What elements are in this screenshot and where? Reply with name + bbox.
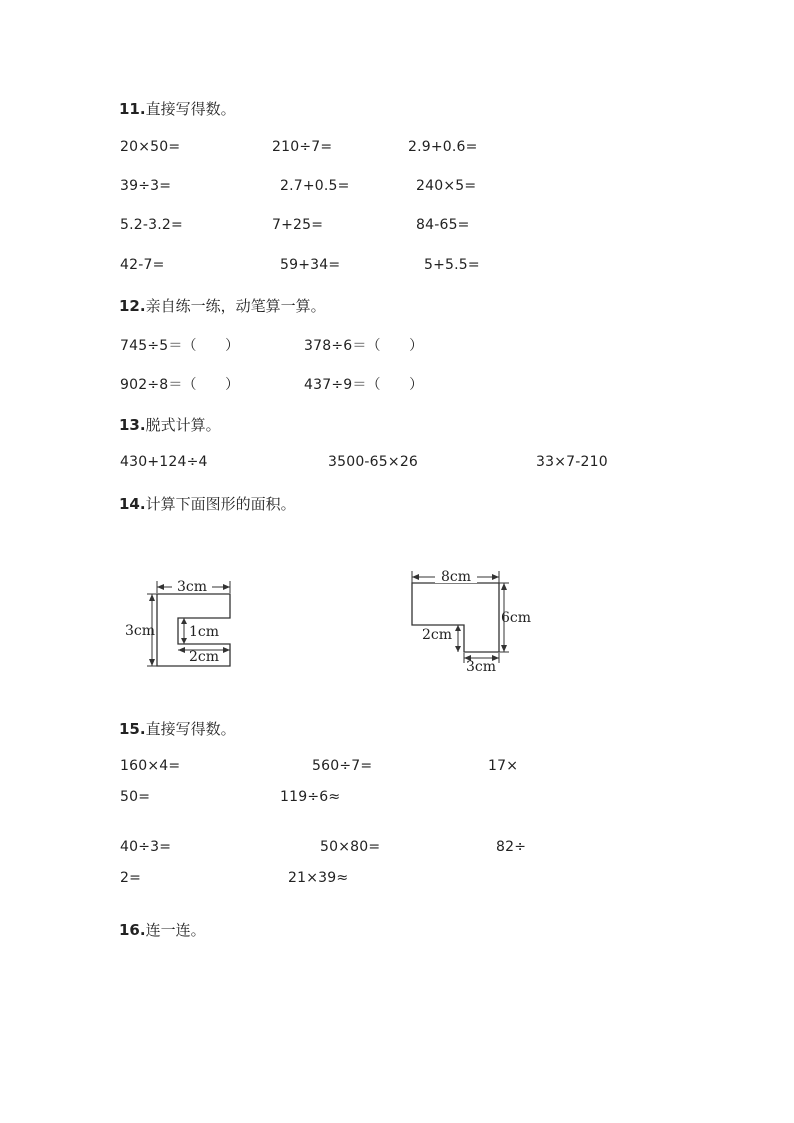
dim-label-bottom: 2cm xyxy=(188,649,220,665)
q11-expr: 2.7+0.5= xyxy=(280,178,350,194)
dim-label-step: 2cm xyxy=(422,627,453,643)
q15-heading xyxy=(119,718,236,739)
q15-expr: 17× xyxy=(488,758,519,774)
q12-expr: 437÷9＝（ ） xyxy=(304,377,424,393)
q13-title: 脱式计算。 xyxy=(145,416,221,434)
q15-expr: 21×39≈ xyxy=(288,870,349,886)
q12-heading xyxy=(119,295,326,316)
q12-expr: 745÷5＝（ ） xyxy=(120,338,240,354)
q14-heading xyxy=(119,493,296,514)
q11-expr: 59+34= xyxy=(280,257,341,273)
q15-expr: 82÷ xyxy=(496,839,527,855)
q11-expr: 5+5.5= xyxy=(424,257,480,273)
q13-number: 13. xyxy=(119,416,146,434)
q11-number: 11. xyxy=(119,100,146,118)
q13-expr: 33×7-210 xyxy=(536,454,608,470)
dim-label-top: 3cm xyxy=(176,579,208,595)
q12-expr: 378÷6＝（ ） xyxy=(304,338,424,354)
dim-label-right: 6cm xyxy=(501,610,532,626)
q11-expr: 240×5= xyxy=(416,178,477,194)
q11-expr: 7+25= xyxy=(272,217,324,233)
figure-e-shape xyxy=(112,570,242,680)
q12-expr: 902÷8＝（ ） xyxy=(120,377,240,393)
dim-label-top: 8cm xyxy=(440,569,472,585)
dim-label-bottom: 3cm xyxy=(465,659,497,675)
q11-expr: 39÷3= xyxy=(120,178,172,194)
q13-heading xyxy=(119,414,221,435)
q15-expr: 119÷6≈ xyxy=(280,789,341,805)
q11-heading xyxy=(119,98,236,119)
q15-expr: 160×4= xyxy=(120,758,181,774)
q11-expr: 5.2-3.2= xyxy=(120,217,183,233)
q11-expr: 84-65= xyxy=(416,217,470,233)
q13-expr: 3500-65×26 xyxy=(328,454,419,470)
q11-expr: 2.9+0.6= xyxy=(408,139,478,155)
q14-number: 14. xyxy=(119,495,146,513)
q15-expr: 2= xyxy=(120,870,142,886)
q11-expr: 20×50= xyxy=(120,139,181,155)
q15-expr: 560÷7= xyxy=(312,758,373,774)
q15-title: 直接写得数。 xyxy=(145,720,236,738)
q15-number: 15. xyxy=(119,720,146,738)
q16-heading xyxy=(119,919,206,940)
figure-l-shape xyxy=(400,565,550,680)
q12-number: 12. xyxy=(119,297,146,315)
q15-expr: 50= xyxy=(120,789,151,805)
q14-title: 计算下面图形的面积。 xyxy=(145,495,296,513)
q11-expr: 42-7= xyxy=(120,257,165,273)
dim-label-inner: 1cm xyxy=(189,624,220,640)
q13-expr: 430+124÷4 xyxy=(120,454,208,470)
q16-number: 16. xyxy=(119,921,146,939)
q15-expr: 50×80= xyxy=(320,839,381,855)
dim-label-left: 3cm xyxy=(125,623,156,639)
q11-title: 直接写得数。 xyxy=(145,100,236,118)
q16-title: 连一连。 xyxy=(145,921,206,939)
q12-title: 亲自练一练，动笔算一算。 xyxy=(145,297,326,315)
q11-expr: 210÷7= xyxy=(272,139,333,155)
q15-expr: 40÷3= xyxy=(120,839,172,855)
